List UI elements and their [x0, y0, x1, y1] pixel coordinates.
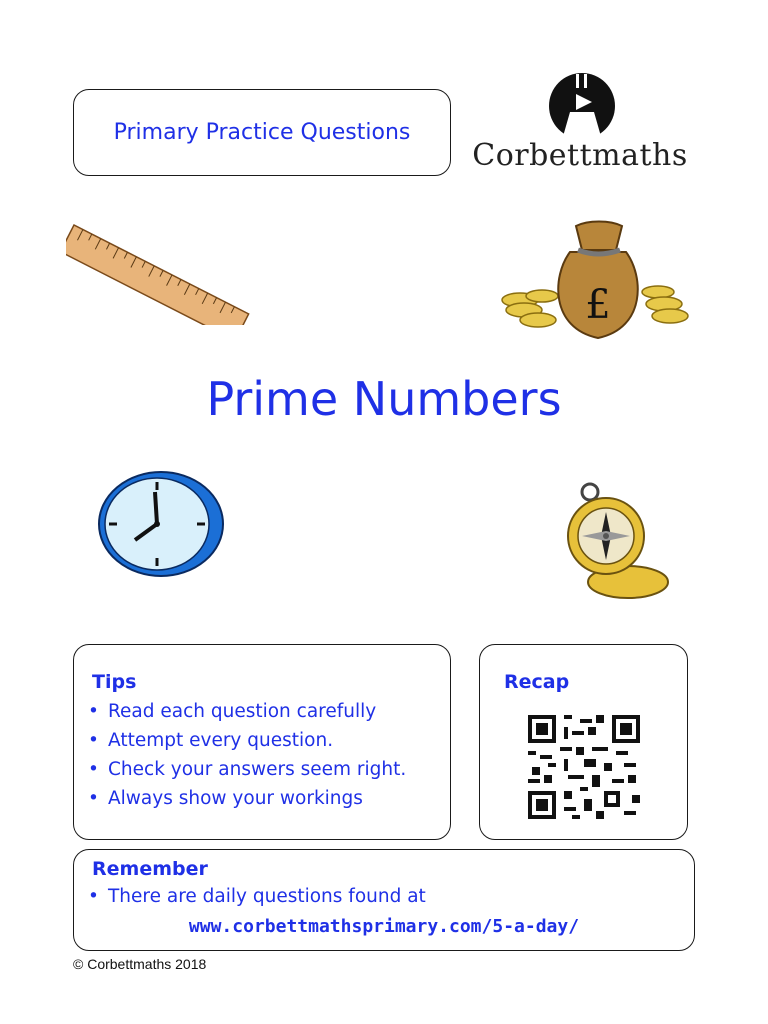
list-item: • Read each question carefully	[88, 701, 377, 722]
daily-questions-link[interactable]: www.corbettmathsprimary.com/5-a-day/	[188, 916, 580, 937]
remember-heading: Remember	[92, 858, 208, 880]
svg-text:£: £	[585, 282, 611, 328]
list-item: • Check your answers seem right.	[88, 759, 407, 780]
copyright-text: © Corbettmaths 2018	[73, 956, 207, 972]
recap-heading: Recap	[504, 671, 570, 693]
remember-box	[73, 849, 695, 951]
header-box	[73, 89, 451, 176]
corbettmaths-logo-icon	[470, 72, 690, 142]
ruler-icon	[66, 205, 258, 325]
money-bag-icon	[498, 216, 694, 346]
logo-text: Corbettmaths	[472, 138, 688, 173]
tips-box	[73, 644, 451, 840]
list-item: • Always show your workings	[88, 788, 363, 809]
qr-code-icon[interactable]	[528, 715, 640, 819]
page-title: Prime Numbers	[206, 372, 562, 426]
corbettmaths-logo	[470, 72, 690, 182]
remember-line: • There are daily questions found at	[88, 886, 426, 907]
list-item: • Attempt every question.	[88, 730, 334, 751]
recap-box	[479, 644, 688, 840]
tips-list	[88, 697, 406, 813]
header-title: Primary Practice Questions	[113, 120, 411, 145]
clock-icon	[95, 468, 227, 580]
tips-heading: Tips	[92, 671, 137, 693]
compass-icon	[562, 480, 674, 602]
